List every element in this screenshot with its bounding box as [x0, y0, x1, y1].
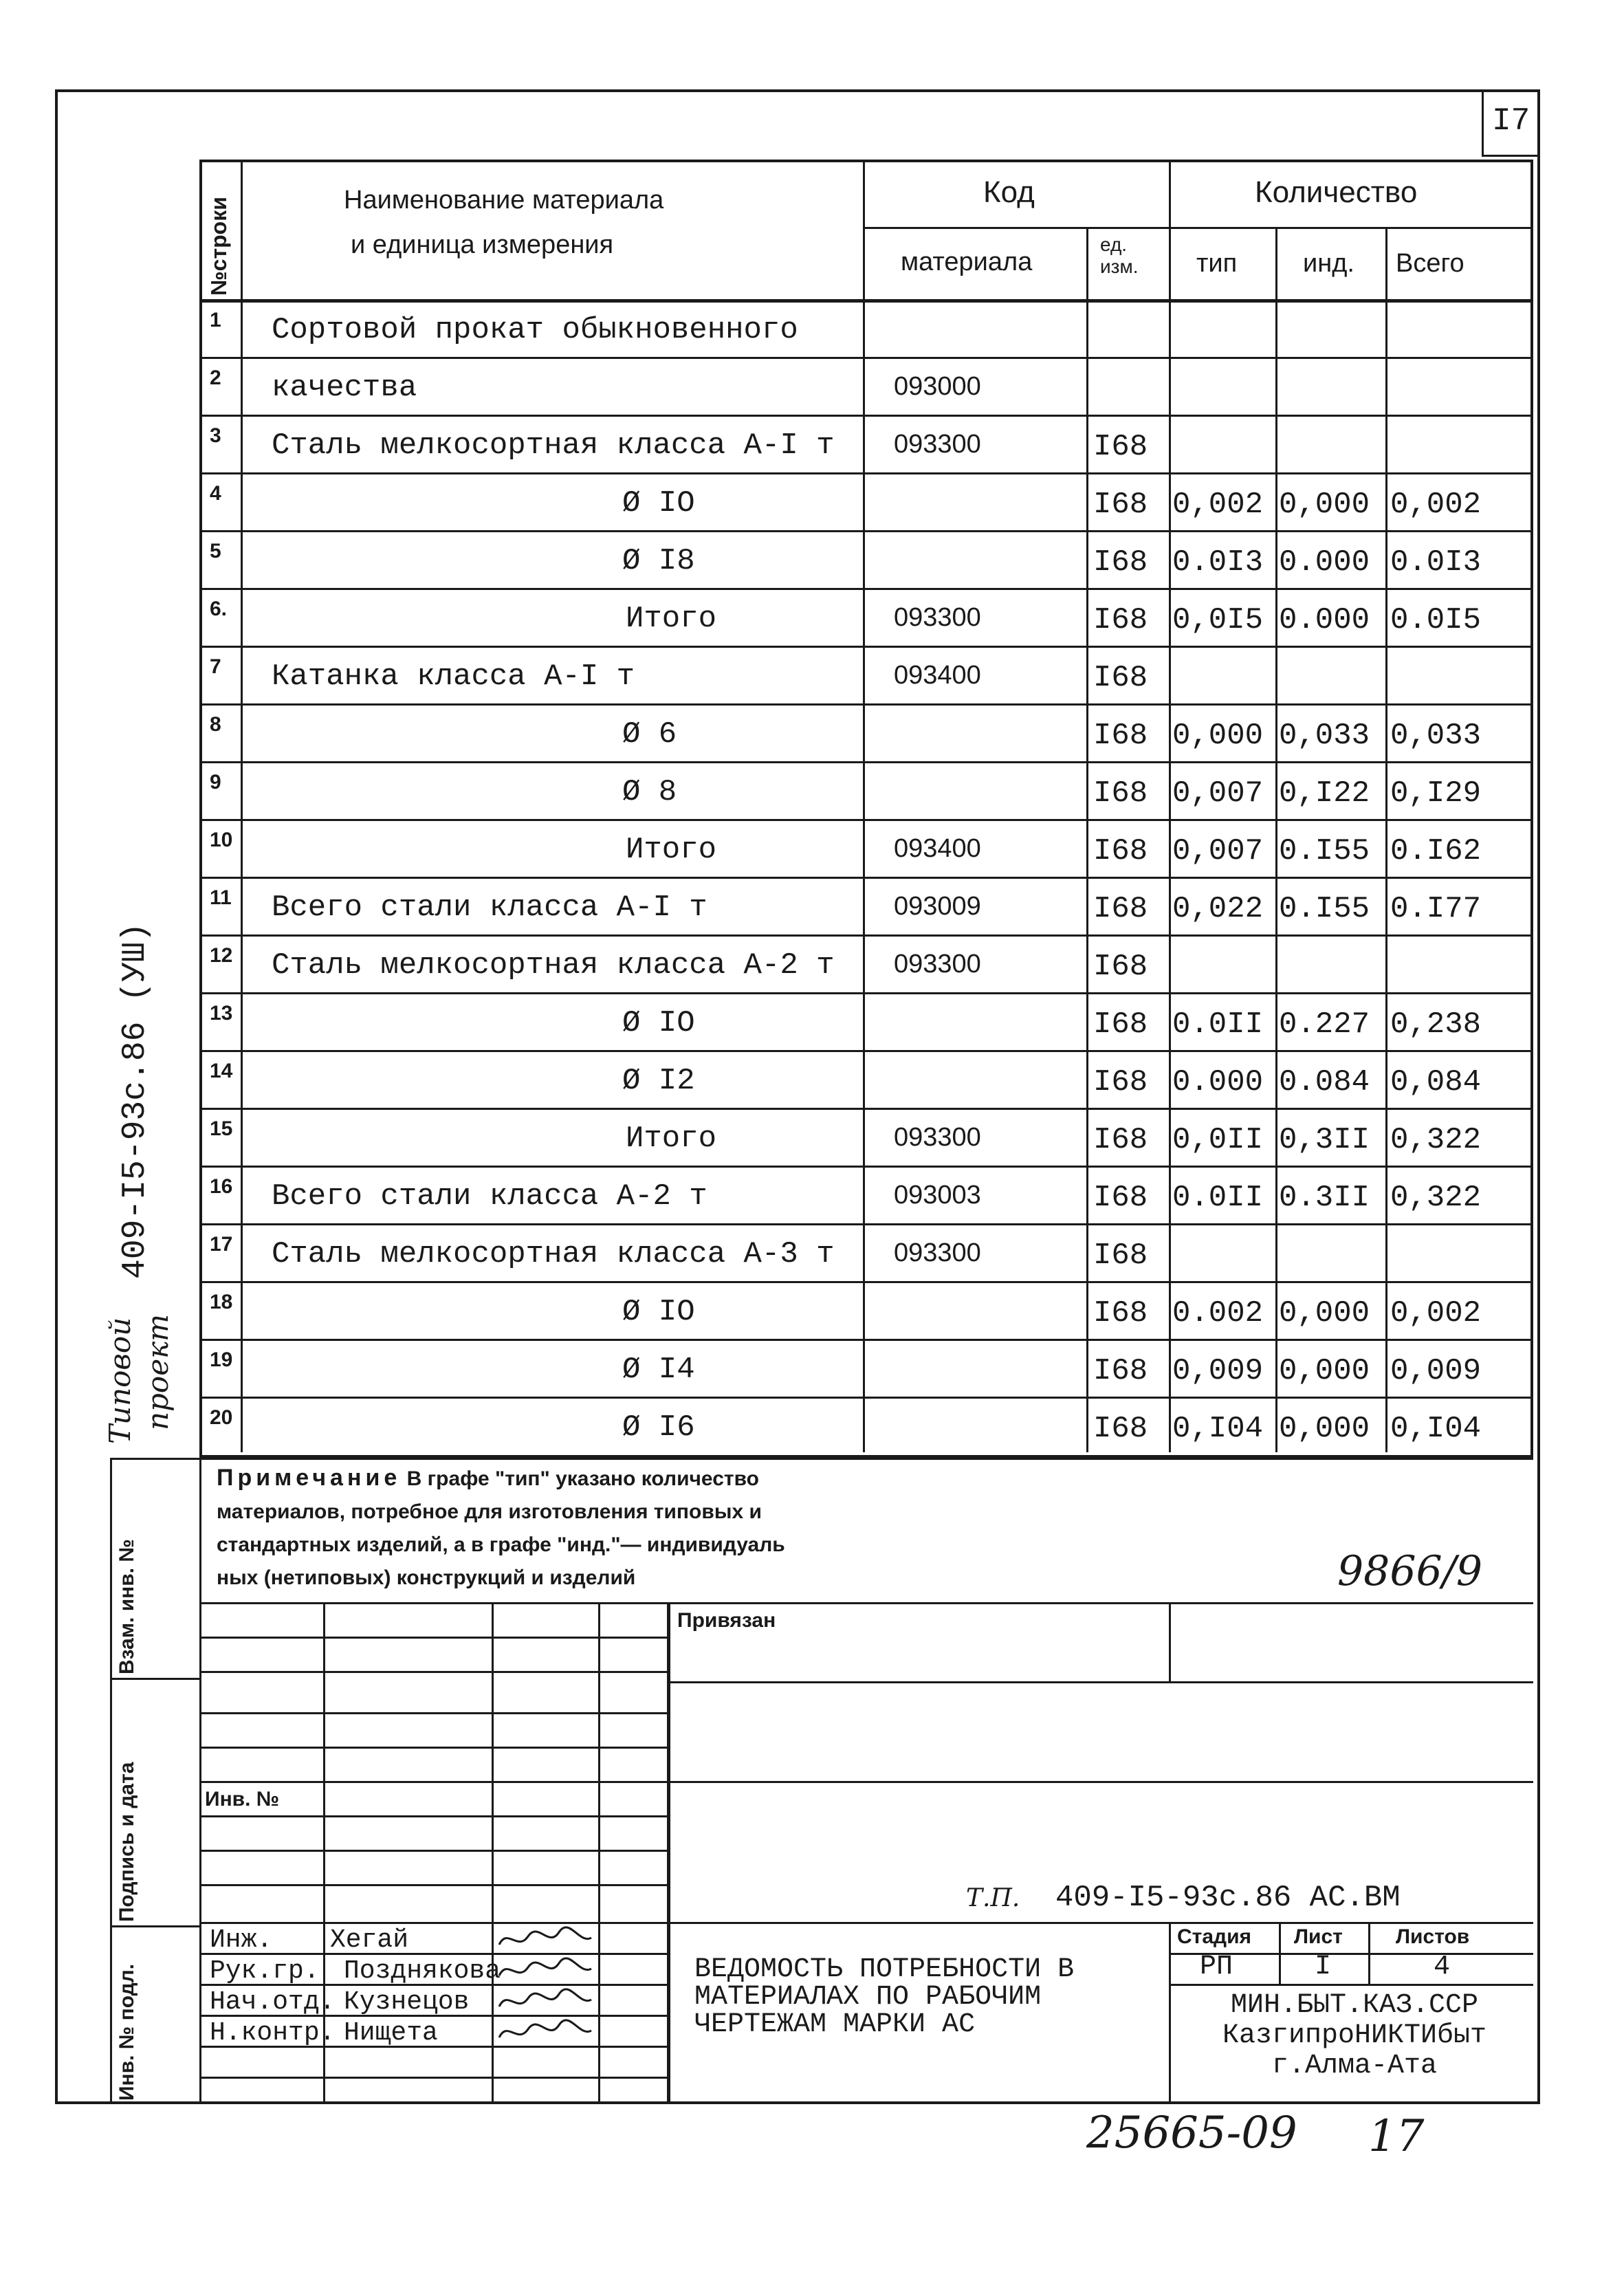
- row-name: Ø I4: [622, 1353, 695, 1387]
- row-total: 0.0I3: [1390, 545, 1482, 580]
- row-code: 093003: [894, 1181, 981, 1210]
- row-ind: 0,000: [1279, 1296, 1370, 1331]
- row-ind: 0.000: [1279, 545, 1370, 580]
- row-code: 093300: [894, 603, 981, 632]
- row-ind: 0,000: [1279, 488, 1370, 522]
- row-unit: I68: [1093, 1412, 1148, 1446]
- row-total: 0,238: [1390, 1007, 1482, 1042]
- row-unit: I68: [1093, 1123, 1148, 1157]
- row-name: Сталь мелкосортная класса А-3 т: [272, 1237, 835, 1271]
- row-name: Итого: [626, 602, 717, 636]
- row-number: 17: [210, 1233, 233, 1256]
- stage-label: Стадия: [1177, 1925, 1252, 1948]
- row-ind: 0,000: [1279, 1354, 1370, 1388]
- row-total: 0,I04: [1390, 1412, 1482, 1446]
- row-unit: I68: [1093, 1354, 1148, 1388]
- row-ind: 0.I55: [1279, 892, 1370, 926]
- person-role: Н.контр.: [210, 2018, 336, 2048]
- row-code: 093300: [894, 430, 981, 459]
- header-typ: тип: [1196, 249, 1238, 278]
- row-total: 0,033: [1390, 719, 1482, 753]
- row-number: 1: [210, 309, 221, 331]
- signature-scribble: [494, 1924, 597, 1954]
- row-ind: 0.084: [1279, 1065, 1370, 1100]
- row-number: 4: [210, 482, 221, 505]
- row-number: 14: [210, 1060, 233, 1082]
- organization: [1183, 1991, 1526, 2081]
- row-total: 0,002: [1390, 1296, 1482, 1331]
- row-typ: 0.0I3: [1172, 545, 1264, 580]
- person-role: Инж.: [210, 1925, 273, 1955]
- header-name-line2: и единица измерения: [351, 230, 614, 259]
- person-name: Хегай: [330, 1925, 409, 1955]
- row-ind: 0,033: [1279, 719, 1370, 753]
- row-name: Всего стали класса А-I т: [272, 890, 707, 925]
- row-unit: I68: [1093, 1238, 1148, 1273]
- header-rownum: №строки: [206, 197, 231, 296]
- signature-scribble: [494, 2017, 597, 2047]
- row-total: 0,009: [1390, 1354, 1482, 1388]
- row-number: 6.: [210, 598, 228, 620]
- note-line2: материалов, потребное для изготовления типовых и: [217, 1500, 762, 1523]
- row-number: 7: [210, 655, 221, 678]
- row-typ: 0,0II: [1172, 1123, 1264, 1157]
- row-typ: 0,002: [1172, 488, 1264, 522]
- sheets-label: Листов: [1396, 1925, 1470, 1948]
- row-name: Итого: [626, 1122, 717, 1156]
- org-line2: КазгипроНИКТИбыт: [1222, 2020, 1487, 2051]
- row-code: 093300: [894, 1123, 981, 1152]
- row-name: Итого: [626, 833, 717, 867]
- row-name: Всего стали класса А-2 т: [272, 1179, 707, 1214]
- note: [217, 1461, 785, 1595]
- row-typ: 0,007: [1172, 834, 1264, 868]
- row-total: 0,322: [1390, 1123, 1482, 1157]
- row-typ: 0.0II: [1172, 1007, 1264, 1042]
- row-ind: 0.3II: [1279, 1181, 1370, 1215]
- note-line4: ных (нетиповых) конструкций и изделий: [217, 1566, 636, 1589]
- row-unit: I68: [1093, 1007, 1148, 1042]
- row-name: Ø I6: [622, 1410, 695, 1445]
- doc-title: [694, 1956, 1074, 2039]
- stage-value: РП: [1200, 1952, 1233, 1982]
- row-name: Ø IO: [622, 1006, 695, 1040]
- doc-title-line2: МАТЕРИАЛАХ ПО РАБОЧИМ: [694, 1982, 1042, 2013]
- row-unit: I68: [1093, 1296, 1148, 1331]
- row-number: 5: [210, 540, 221, 562]
- row-unit: I68: [1093, 1181, 1148, 1215]
- designation: 409-I5-93c.86 АС.ВМ: [1055, 1881, 1401, 1915]
- org-line1: МИН.БЫТ.КАЗ.ССР: [1230, 1990, 1479, 2021]
- row-name: Ø I2: [622, 1064, 695, 1098]
- row-typ: 0.002: [1172, 1296, 1264, 1331]
- header-code: Код: [983, 175, 1035, 209]
- row-code: 093300: [894, 950, 981, 979]
- row-unit: I68: [1093, 1065, 1148, 1100]
- row-number: 18: [210, 1291, 233, 1313]
- row-code: 093000: [894, 372, 981, 401]
- row-typ: 0,0I5: [1172, 603, 1264, 637]
- org-line3: г.Алма-Ата: [1271, 2051, 1438, 2081]
- row-total: 0.I77: [1390, 892, 1482, 926]
- row-typ: 0,009: [1172, 1354, 1264, 1388]
- person-name: Позднякова: [344, 1956, 501, 1986]
- row-ind: 0.227: [1279, 1007, 1370, 1042]
- row-unit: I68: [1093, 719, 1148, 753]
- row-name: Сталь мелкосортная класса А-2 т: [272, 948, 835, 983]
- row-typ: 0,I04: [1172, 1412, 1264, 1446]
- tp-label: Т.П.: [966, 1884, 1020, 1912]
- row-ind: 0.000: [1279, 603, 1370, 637]
- row-unit: I68: [1093, 950, 1148, 984]
- header-material: материала: [901, 248, 1033, 276]
- header-total: Всего: [1396, 249, 1464, 278]
- inv-no-label: Инв. №: [205, 1788, 280, 1811]
- row-name: Ø I8: [622, 544, 695, 578]
- row-name: Ø 8: [622, 775, 677, 809]
- row-number: 3: [210, 424, 221, 447]
- note-title: Примечание: [217, 1465, 402, 1491]
- row-unit: I68: [1093, 776, 1148, 811]
- row-ind: 0,3II: [1279, 1123, 1370, 1157]
- side-proekt: проект: [141, 1314, 175, 1430]
- person-role: Нач.отд.: [210, 1987, 336, 2017]
- row-number: 9: [210, 771, 221, 794]
- header-quantity: Количество: [1255, 175, 1418, 209]
- side-podpis: Подпись и дата: [116, 1762, 138, 1922]
- row-total: 0,002: [1390, 488, 1482, 522]
- row-unit: I68: [1093, 834, 1148, 868]
- side-project-code: 409-I5-93c.86 (УШ): [117, 922, 154, 1279]
- row-unit: I68: [1093, 430, 1148, 464]
- page-number-box: [1482, 89, 1484, 155]
- row-typ: 0,007: [1172, 776, 1264, 811]
- row-total: 0.I62: [1390, 834, 1482, 868]
- row-unit: I68: [1093, 488, 1148, 522]
- row-number: 8: [210, 713, 221, 736]
- row-number: 19: [210, 1348, 233, 1371]
- row-name: Ø IO: [622, 486, 695, 521]
- footer-number: 25665-09: [1086, 2108, 1297, 2158]
- row-number: 2: [210, 367, 221, 389]
- row-name: Сталь мелкосортная класса А-I т: [272, 428, 835, 463]
- row-unit: I68: [1093, 892, 1148, 926]
- row-total: 0,I29: [1390, 776, 1482, 811]
- stamp-number: 9866/9: [1337, 1547, 1483, 1595]
- row-typ: 0,022: [1172, 892, 1264, 926]
- signature-scribble: [494, 1955, 597, 1985]
- person-name: Нищета: [344, 2018, 438, 2048]
- footer-page: 17: [1368, 2111, 1425, 2162]
- header-name-line1: Наименование материала: [344, 186, 664, 215]
- page-number: I7: [1492, 103, 1530, 139]
- row-number: 16: [210, 1175, 233, 1198]
- row-total: 0,084: [1390, 1065, 1482, 1100]
- row-unit: I68: [1093, 603, 1148, 637]
- row-name: качества: [272, 371, 417, 405]
- row-number: 20: [210, 1406, 233, 1429]
- note-line3: стандартных изделий, а в графе "инд."— индивидуаль: [217, 1533, 785, 1556]
- row-code: 093400: [894, 661, 981, 690]
- privyazan-label: Привязан: [677, 1609, 776, 1632]
- signature-scribble: [494, 1986, 597, 2016]
- row-name: Ø IO: [622, 1295, 695, 1329]
- note-line1: В графе "тип" указано количество: [401, 1467, 759, 1490]
- row-ind: 0,I22: [1279, 776, 1370, 811]
- doc-title-line1: ВЕДОМОСТЬ ПОТРЕБНОСТИ В: [694, 1954, 1075, 1985]
- row-typ: 0,000: [1172, 719, 1264, 753]
- row-total: 0,322: [1390, 1181, 1482, 1215]
- row-unit: I68: [1093, 661, 1148, 695]
- header-ind: инд.: [1303, 249, 1354, 278]
- row-number: 12: [210, 944, 233, 967]
- row-typ: 0.000: [1172, 1065, 1264, 1100]
- row-unit: I68: [1093, 545, 1148, 580]
- row-name: Сортовой прокат обыкновенного: [272, 313, 798, 347]
- side-inv-podl: Инв. № подл.: [116, 1963, 138, 2101]
- sheets-value: 4: [1434, 1952, 1451, 1982]
- row-ind: 0.I55: [1279, 834, 1370, 868]
- row-ind: 0,000: [1279, 1412, 1370, 1446]
- row-total: 0.0I5: [1390, 603, 1482, 637]
- row-name: Катанка класса А-I т: [272, 659, 635, 694]
- row-number: 15: [210, 1117, 233, 1140]
- side-vzam: Взам. инв. №: [116, 1539, 138, 1674]
- row-code: 093400: [894, 834, 981, 863]
- doc-title-line3: ЧЕРТЕЖАМ МАРКИ АС: [694, 2009, 976, 2040]
- side-typovoy: Типовой: [103, 1317, 137, 1444]
- person-name: Кузнецов: [344, 1987, 470, 2017]
- row-code: 093300: [894, 1238, 981, 1267]
- sheet-label: Лист: [1294, 1925, 1343, 1948]
- row-name: Ø 6: [622, 717, 677, 752]
- row-code: 093009: [894, 892, 981, 921]
- row-number: 13: [210, 1002, 233, 1025]
- row-number: 10: [210, 829, 233, 851]
- row-number: 11: [210, 886, 232, 909]
- row-typ: 0.0II: [1172, 1181, 1264, 1215]
- sheet-value: I: [1315, 1952, 1332, 1982]
- person-role: Рук.гр.: [210, 1956, 320, 1986]
- header-unit: ед. изм.: [1100, 234, 1139, 277]
